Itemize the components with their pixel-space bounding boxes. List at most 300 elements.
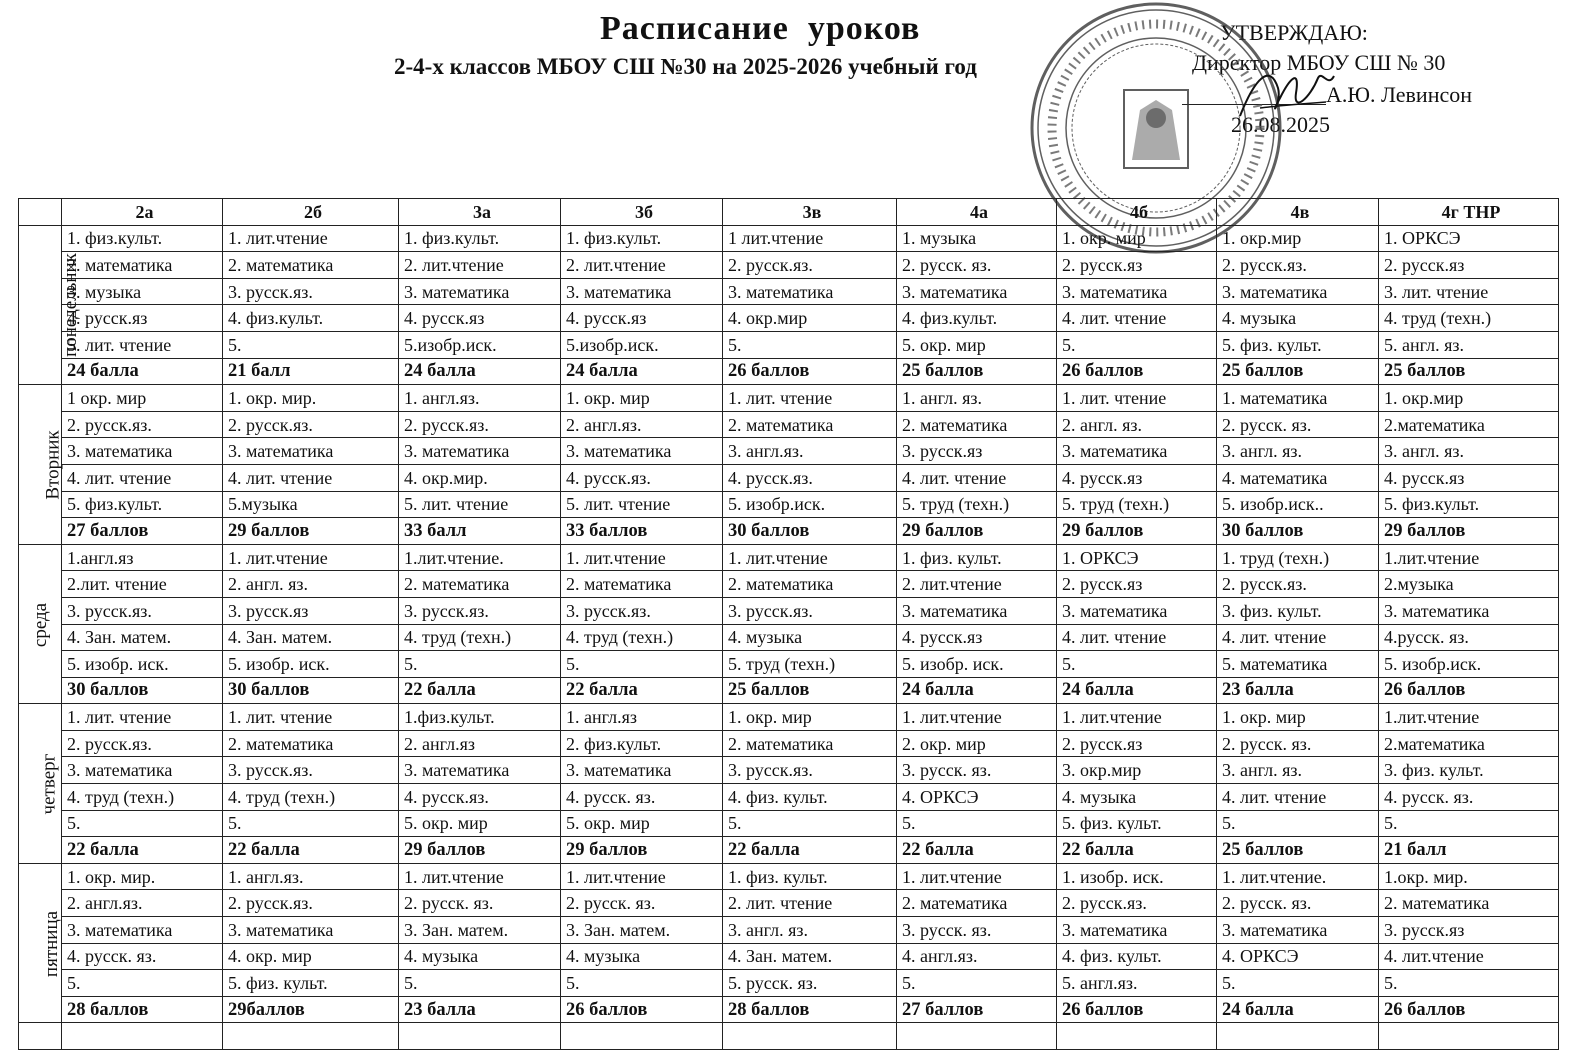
class-header: 3а — [399, 199, 561, 226]
lesson-cell: 5. — [399, 970, 561, 997]
lesson-cell: 2. русск.яз. — [1217, 571, 1379, 598]
lesson-cell: 3. математика — [1217, 278, 1379, 305]
score-cell: 25 баллов — [1217, 837, 1379, 864]
lesson-cell: 3. математика — [897, 278, 1057, 305]
score-cell: 21 балл — [1379, 837, 1559, 864]
lesson-cell: 4. музыка — [723, 624, 897, 651]
lesson-cell: 5. изобр. иск. — [223, 651, 399, 678]
lesson-cell: 2.лит. чтение — [62, 571, 223, 598]
lesson-cell: 1. физ. культ. — [723, 863, 897, 890]
lesson-cell: 3. математика — [1057, 597, 1217, 624]
lesson-cell: 2. русск. яз. — [561, 890, 723, 917]
lesson-cell: 2.музыка — [1379, 571, 1559, 598]
lesson-row — [19, 385, 1559, 412]
empty-cell — [223, 1023, 399, 1050]
score-row — [19, 677, 1559, 704]
empty-cell — [1057, 1023, 1217, 1050]
lesson-cell: 1. англ. яз. — [897, 385, 1057, 412]
lesson-cell: 4. русск.яз. — [561, 464, 723, 491]
lesson-cell: 3. англ. яз. — [1217, 757, 1379, 784]
lesson-cell: 3. математика — [723, 278, 897, 305]
day-label — [19, 863, 62, 1023]
lesson-cell: 3. музыка — [62, 278, 223, 305]
lesson-cell: 4. труд (техн.) — [223, 784, 399, 811]
score-cell: 29 баллов — [1057, 518, 1217, 545]
score-cell: 22 балла — [897, 837, 1057, 864]
lesson-cell: 4. физ.культ. — [897, 305, 1057, 332]
score-cell: 26 баллов — [1057, 358, 1217, 385]
lesson-row — [19, 438, 1559, 465]
lesson-cell: 5. окр. мир — [399, 810, 561, 837]
lesson-cell: 3. математика — [897, 597, 1057, 624]
lesson-cell: 4. физ. культ. — [723, 784, 897, 811]
lesson-cell: 2. русск.яз. — [223, 411, 399, 438]
lesson-cell: 3. англ. яз. — [1379, 438, 1559, 465]
score-cell: 22 балла — [62, 837, 223, 864]
lesson-cell: 5. труд (техн.) — [723, 651, 897, 678]
lesson-cell: 1.лит.чтение — [1379, 544, 1559, 571]
lesson-row — [19, 624, 1559, 651]
lesson-cell: 3. физ. культ. — [1379, 757, 1559, 784]
score-cell: 24 балла — [399, 358, 561, 385]
score-cell: 33 баллов — [561, 518, 723, 545]
lesson-cell: 4. лит. чтение — [1217, 784, 1379, 811]
lesson-cell: 2. русск.яз — [1057, 252, 1217, 279]
lesson-row — [19, 943, 1559, 970]
lesson-cell: 3. русск.яз — [223, 597, 399, 624]
lesson-cell: 3. русск. яз. — [897, 757, 1057, 784]
lesson-cell: 4. математика — [1217, 464, 1379, 491]
lesson-cell: 4. русск.яз — [897, 624, 1057, 651]
score-row — [19, 996, 1559, 1023]
score-cell: 24 балла — [897, 677, 1057, 704]
lesson-cell: 1. лит.чтение — [1057, 704, 1217, 731]
lesson-cell: 3. математика — [1217, 917, 1379, 944]
lesson-cell: 2. математика — [223, 252, 399, 279]
lesson-cell: 1. труд (техн.) — [1217, 544, 1379, 571]
empty-cell — [62, 1023, 223, 1050]
lesson-cell: 3. Зан. матем. — [399, 917, 561, 944]
lesson-cell: 1. лит. чтение — [723, 385, 897, 412]
lesson-cell: 4. русск.яз — [62, 305, 223, 332]
lesson-cell: 4. лит. чтение — [62, 464, 223, 491]
class-header: 2а — [62, 199, 223, 226]
lesson-cell: 5. — [897, 810, 1057, 837]
lesson-cell: 1.физ.культ. — [399, 704, 561, 731]
lesson-cell: 4. труд (техн.) — [399, 624, 561, 651]
score-cell: 25 баллов — [1217, 358, 1379, 385]
lesson-cell: 4. лит. чтение — [1217, 624, 1379, 651]
lesson-cell: 1. лит.чтение. — [1217, 863, 1379, 890]
lesson-cell: 5. — [897, 970, 1057, 997]
score-cell: 30 баллов — [62, 677, 223, 704]
score-cell: 29баллов — [223, 996, 399, 1023]
lesson-cell: 2. математика — [723, 571, 897, 598]
lesson-cell: 2. русск.яз. — [62, 730, 223, 757]
lesson-cell: 2. англ. яз. — [1057, 411, 1217, 438]
score-cell: 33 балл — [399, 518, 561, 545]
day-label — [19, 385, 62, 545]
score-cell: 28 баллов — [62, 996, 223, 1023]
lesson-cell: 2. русск. яз. — [399, 890, 561, 917]
lesson-cell: 3. математика — [399, 757, 561, 784]
lesson-cell: 1. окр.мир — [1379, 385, 1559, 412]
lesson-cell: 3. лит. чтение — [1379, 278, 1559, 305]
score-cell: 29 баллов — [561, 837, 723, 864]
corner-cell — [19, 199, 62, 226]
lesson-cell: 3. математика — [399, 278, 561, 305]
empty-cell — [19, 1023, 62, 1050]
lesson-cell: 3. англ. яз. — [1217, 438, 1379, 465]
lesson-cell: 2. русск. яз. — [1217, 730, 1379, 757]
lesson-cell: 4. физ. культ. — [1057, 943, 1217, 970]
lesson-cell: 1. окр.мир — [1217, 225, 1379, 252]
class-header: 4а — [897, 199, 1057, 226]
score-cell: 30 баллов — [723, 518, 897, 545]
day-label — [19, 704, 62, 864]
lesson-cell: 2. русск.яз. — [1217, 252, 1379, 279]
score-cell: 26 баллов — [1379, 677, 1559, 704]
lesson-cell: 1. ОРКСЭ — [1379, 225, 1559, 252]
lesson-cell: 4. лит. чтение — [1057, 305, 1217, 332]
lesson-cell: 2. русск.яз. — [399, 411, 561, 438]
lesson-cell: 1. лит.чтение — [223, 225, 399, 252]
lesson-row — [19, 331, 1559, 358]
lesson-cell: 3. англ.яз. — [723, 438, 897, 465]
lesson-row — [19, 305, 1559, 332]
lesson-cell: 3. математика — [1057, 438, 1217, 465]
approval-date: 26.08.2025 — [1231, 112, 1330, 137]
lesson-cell: 4. ОРКСЭ — [1217, 943, 1379, 970]
approval-name: А.Ю. Левинсон — [1326, 82, 1473, 107]
score-cell: 27 баллов — [897, 996, 1057, 1023]
lesson-cell: 3. англ. яз. — [723, 917, 897, 944]
lesson-cell: 5. изобр. иск. — [62, 651, 223, 678]
lesson-cell: 3. Зан. матем. — [561, 917, 723, 944]
lesson-cell: 2. русск.яз. — [1057, 890, 1217, 917]
score-cell: 24 балла — [561, 358, 723, 385]
class-header: 3в — [723, 199, 897, 226]
lesson-cell: 4. Зан. матем. — [723, 943, 897, 970]
lesson-cell: 4. окр.мир. — [399, 464, 561, 491]
lesson-row — [19, 730, 1559, 757]
lesson-row — [19, 411, 1559, 438]
score-cell: 22 балла — [561, 677, 723, 704]
lesson-cell: 3. русск.яз. — [223, 757, 399, 784]
lesson-cell: 1. ОРКСЭ — [1057, 544, 1217, 571]
lesson-cell: 2. русск.яз. — [723, 252, 897, 279]
lesson-cell: 5. — [561, 970, 723, 997]
empty-cell — [1379, 1023, 1559, 1050]
class-header: 4г ТНР — [1379, 199, 1559, 226]
approval-heading: УТВЕРЖДАЮ: — [1220, 20, 1368, 45]
lesson-cell: 2.математика — [1379, 411, 1559, 438]
lesson-cell: 5.изобр.иск. — [561, 331, 723, 358]
score-cell: 22 балла — [1057, 837, 1217, 864]
lesson-cell: 2.математика — [1379, 730, 1559, 757]
lesson-cell: 4. музыка — [561, 943, 723, 970]
lesson-cell: 1. математика — [1217, 385, 1379, 412]
lesson-cell: 1. физ.культ. — [62, 225, 223, 252]
lesson-cell: 3. математика — [561, 438, 723, 465]
score-cell: 24 балла — [62, 358, 223, 385]
score-cell: 23 балла — [1217, 677, 1379, 704]
lesson-cell: 5. — [399, 651, 561, 678]
lesson-cell: 3. математика — [223, 917, 399, 944]
lesson-cell: 3. русск.яз. — [561, 597, 723, 624]
lesson-cell: 5. — [223, 331, 399, 358]
lesson-cell: 3. физ. культ. — [1217, 597, 1379, 624]
lesson-cell: 4. русск.яз — [1379, 464, 1559, 491]
lesson-cell: 4. русск. яз. — [561, 784, 723, 811]
lesson-cell: 1. музыка — [897, 225, 1057, 252]
lesson-cell: 4. русск. яз. — [62, 943, 223, 970]
lesson-cell: 5. — [1379, 810, 1559, 837]
lesson-cell: 2. лит.чтение — [399, 252, 561, 279]
lesson-cell: 5. — [723, 331, 897, 358]
lesson-cell: 3. математика — [561, 278, 723, 305]
score-cell: 22 балла — [723, 837, 897, 864]
score-cell: 22 балла — [223, 837, 399, 864]
lesson-cell: 1. физ.культ. — [561, 225, 723, 252]
lesson-cell: 1. англ.яз. — [399, 385, 561, 412]
lesson-cell: 3. математика — [1057, 917, 1217, 944]
lesson-cell: 1.лит.чтение. — [399, 544, 561, 571]
score-cell: 25 баллов — [897, 358, 1057, 385]
class-header: 2б — [223, 199, 399, 226]
lesson-cell: 5. лит. чтение — [399, 491, 561, 518]
lesson-row — [19, 704, 1559, 731]
lesson-cell: 1. окр. мир — [1057, 225, 1217, 252]
lesson-cell: 4. Зан. матем. — [223, 624, 399, 651]
score-cell: 28 баллов — [723, 996, 897, 1023]
lesson-row — [19, 544, 1559, 571]
score-cell: 24 балла — [1217, 996, 1379, 1023]
lesson-cell: 5. — [1217, 970, 1379, 997]
lesson-row — [19, 810, 1559, 837]
score-row — [19, 837, 1559, 864]
day-name: Вторник — [42, 430, 64, 500]
lesson-cell: 1 лит.чтение — [723, 225, 897, 252]
lesson-cell: 5. окр. мир — [561, 810, 723, 837]
lesson-cell: 1.лит.чтение — [1379, 704, 1559, 731]
lesson-cell: 2. математика — [399, 571, 561, 598]
score-cell: 30 баллов — [1217, 518, 1379, 545]
lesson-cell: 3. математика — [399, 438, 561, 465]
lesson-cell: 1. лит.чтение — [561, 863, 723, 890]
lesson-row — [19, 464, 1559, 491]
lesson-cell: 5. — [1057, 331, 1217, 358]
day-label — [19, 225, 81, 385]
approval-position: Директор МБОУ СШ № 30 — [1192, 50, 1446, 75]
lesson-row — [19, 597, 1559, 624]
score-cell: 27 баллов — [62, 518, 223, 545]
lesson-cell: 5. русск. яз. — [723, 970, 897, 997]
lesson-cell: 4. лит. чтение — [897, 464, 1057, 491]
score-cell: 25 баллов — [1379, 358, 1559, 385]
page-title: Расписание уроков — [600, 10, 921, 47]
lesson-cell: 3. русск.яз. — [223, 278, 399, 305]
lesson-row — [19, 491, 1559, 518]
lesson-cell: 2. англ.яз. — [561, 411, 723, 438]
lesson-cell: 2. математика — [897, 411, 1057, 438]
lesson-cell: 1. лит.чтение — [561, 544, 723, 571]
lesson-cell: 1. лит.чтение — [897, 704, 1057, 731]
score-cell: 26 баллов — [1057, 996, 1217, 1023]
lesson-cell: 5. труд (техн.) — [897, 491, 1057, 518]
lesson-cell: 4. музыка — [1217, 305, 1379, 332]
lesson-cell: 3. русск.яз. — [723, 757, 897, 784]
lesson-cell: 5. изобр.иск. — [1379, 651, 1559, 678]
lesson-cell: 5. англ.яз. — [1057, 970, 1217, 997]
lesson-row — [19, 757, 1559, 784]
lesson-cell: 1. окр. мир. — [62, 863, 223, 890]
lesson-cell: 4. окр. мир — [223, 943, 399, 970]
lesson-cell: 1. окр. мир — [723, 704, 897, 731]
lesson-cell: 3. математика — [62, 757, 223, 784]
lesson-cell: 3. русск.яз. — [399, 597, 561, 624]
lesson-cell: 2. математика — [897, 890, 1057, 917]
lesson-cell: 2. окр. мир — [897, 730, 1057, 757]
score-cell: 29 баллов — [1379, 518, 1559, 545]
lesson-cell: 4.русск. яз. — [1379, 624, 1559, 651]
lesson-cell: 4. русск.яз. — [399, 784, 561, 811]
lesson-cell: 1. физ.культ. — [399, 225, 561, 252]
lesson-cell: 5. изобр.иск. — [723, 491, 897, 518]
lesson-row — [19, 970, 1559, 997]
lesson-cell: 3. русск.яз. — [723, 597, 897, 624]
lesson-cell: 4. окр.мир — [723, 305, 897, 332]
lesson-cell: 1. лит. чтение — [1057, 385, 1217, 412]
lesson-cell: 2. лит. чтение — [723, 890, 897, 917]
lesson-cell: 1. физ. культ. — [897, 544, 1057, 571]
lesson-cell: 4. музыка — [399, 943, 561, 970]
lesson-cell: 1. лит. чтение — [223, 704, 399, 731]
lesson-cell: 2. математика — [223, 730, 399, 757]
lesson-cell: 2. русск.яз — [1379, 252, 1559, 279]
day-name: четверг — [38, 753, 60, 815]
lesson-cell: 5. физ.культ. — [62, 491, 223, 518]
lesson-cell: 1. лит.чтение — [399, 863, 561, 890]
lesson-cell: 2. англ.яз. — [62, 890, 223, 917]
lesson-cell: 4. лит. чтение — [1057, 624, 1217, 651]
lesson-cell: 4. русск. яз. — [1379, 784, 1559, 811]
lesson-row — [19, 863, 1559, 890]
score-cell: 29 баллов — [399, 837, 561, 864]
empty-cell — [561, 1023, 723, 1050]
lesson-cell: 5. — [1217, 810, 1379, 837]
lesson-cell: 3. математика — [1379, 597, 1559, 624]
class-header: 4в — [1217, 199, 1379, 226]
lesson-cell: 1. лит.чтение — [897, 863, 1057, 890]
lesson-row — [19, 651, 1559, 678]
lesson-cell: 2. математика — [723, 411, 897, 438]
empty-cell — [399, 1023, 561, 1050]
lesson-cell: 1. англ.яз. — [223, 863, 399, 890]
lesson-cell: 4. русск.яз — [1057, 464, 1217, 491]
lesson-cell: 5. — [1057, 651, 1217, 678]
lesson-cell: 2. математика — [1379, 890, 1559, 917]
day-name: среда — [30, 602, 52, 647]
lesson-cell: 3. математика — [561, 757, 723, 784]
lesson-cell: 5. изобр. иск. — [897, 651, 1057, 678]
score-cell: 26 баллов — [561, 996, 723, 1023]
class-header: 3б — [561, 199, 723, 226]
day-name: пятница — [41, 910, 63, 977]
lesson-cell: 2. русск. яз. — [1217, 890, 1379, 917]
day-label — [19, 544, 62, 704]
class-header-row — [19, 199, 1559, 226]
lesson-cell: 2. физ.культ. — [561, 730, 723, 757]
lesson-cell: 5. — [62, 810, 223, 837]
lesson-cell: 4. труд (техн.) — [62, 784, 223, 811]
lesson-cell: 3. математика — [1057, 278, 1217, 305]
lesson-cell: 5. физ.культ. — [1379, 491, 1559, 518]
empty-cell — [723, 1023, 897, 1050]
lesson-cell: 5.музыка — [223, 491, 399, 518]
lesson-cell: 2. англ. яз. — [223, 571, 399, 598]
lesson-row — [19, 890, 1559, 917]
lesson-cell: 1. лит. чтение — [62, 704, 223, 731]
score-cell: 30 баллов — [223, 677, 399, 704]
lesson-cell: 5. труд (техн.) — [1057, 491, 1217, 518]
page-subtitle: 2-4-х классов МБОУ СШ №30 на 2025-2026 учебный год — [394, 54, 977, 79]
lesson-cell: 5. физ. культ. — [1217, 331, 1379, 358]
lesson-cell: 4. труд (техн.) — [1379, 305, 1559, 332]
lesson-cell: 5. окр. мир — [897, 331, 1057, 358]
score-cell: 22 балла — [399, 677, 561, 704]
lesson-cell: 1. окр. мир — [561, 385, 723, 412]
score-cell: 25 баллов — [723, 677, 897, 704]
lesson-cell: 5. лит. чтение — [62, 331, 223, 358]
lesson-cell: 5. англ. яз. — [1379, 331, 1559, 358]
empty-row — [19, 1023, 1559, 1050]
empty-cell — [1217, 1023, 1379, 1050]
lesson-cell: 4. англ.яз. — [897, 943, 1057, 970]
score-cell: 29 баллов — [897, 518, 1057, 545]
lesson-cell: 5. математика — [1217, 651, 1379, 678]
lesson-cell: 1. окр. мир — [1217, 704, 1379, 731]
lesson-row — [19, 225, 1559, 252]
lesson-cell: 5.изобр.иск. — [399, 331, 561, 358]
lesson-row — [19, 784, 1559, 811]
lesson-cell: 5. — [1379, 970, 1559, 997]
lesson-cell: 5. лит. чтение — [561, 491, 723, 518]
lesson-cell: 2. лит.чтение — [897, 571, 1057, 598]
lesson-cell: 1.англ.яз — [62, 544, 223, 571]
score-cell: 29 баллов — [223, 518, 399, 545]
lesson-cell: 2. русск.яз. — [62, 411, 223, 438]
lesson-cell: 4. русск.яз — [561, 305, 723, 332]
lesson-cell: 5. физ. культ. — [1057, 810, 1217, 837]
lesson-cell: 4. русск.яз — [399, 305, 561, 332]
lesson-cell: 3. русск.яз — [897, 438, 1057, 465]
lesson-cell: 3. математика — [62, 438, 223, 465]
score-cell: 23 балла — [399, 996, 561, 1023]
lesson-cell: 3. русск. яз. — [897, 917, 1057, 944]
lesson-cell: 4. лит. чтение — [223, 464, 399, 491]
lesson-cell: 2. русск.яз — [1057, 571, 1217, 598]
lesson-cell: 5. — [223, 810, 399, 837]
score-row — [19, 358, 1559, 385]
lesson-cell: 2. русск.яз. — [223, 890, 399, 917]
lesson-cell: 1. изобр. иск. — [1057, 863, 1217, 890]
lesson-cell: 5. физ. культ. — [223, 970, 399, 997]
lesson-cell: 2. лит.чтение — [561, 252, 723, 279]
lesson-cell: 3. математика — [62, 917, 223, 944]
lesson-cell: 2. русск. яз. — [1217, 411, 1379, 438]
lesson-cell: 4. лит.чтение — [1379, 943, 1559, 970]
